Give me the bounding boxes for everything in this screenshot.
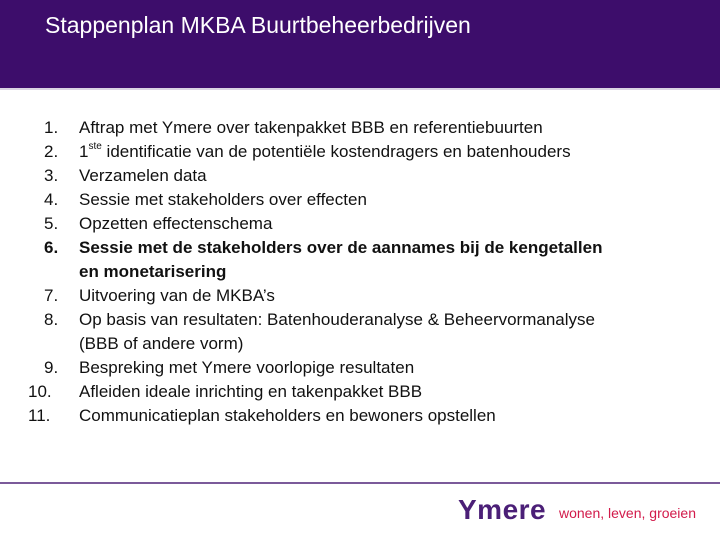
step-number: 3. <box>44 166 59 185</box>
step-text: Aftrap met Ymere over takenpakket BBB en referentiebuurten <box>79 118 543 137</box>
header-divider <box>0 88 720 90</box>
step-number: 10. <box>28 382 52 401</box>
step-text: Opzetten effectenschema <box>79 214 273 233</box>
list-item <box>28 164 708 188</box>
step-text-line1: Op basis van resultaten: Batenhouderanalyse & Beheervormanalyse <box>79 310 595 329</box>
footer-divider <box>0 482 720 484</box>
steps-list <box>28 116 708 428</box>
list-item <box>28 284 708 308</box>
step-number: 11. <box>28 406 51 425</box>
slide-title: Stappenplan MKBA Buurtbeheerbedrijven <box>45 12 471 38</box>
step-number: 1. <box>44 118 59 137</box>
list-item <box>28 308 708 356</box>
step-number: 8. <box>44 310 59 329</box>
list-item <box>28 212 708 236</box>
step-number: 4. <box>44 190 59 209</box>
step-number: 7. <box>44 286 59 305</box>
list-item <box>28 236 708 284</box>
step-text-line1: Sessie met de stakeholders over de aannames bij de kengetallen <box>79 238 603 257</box>
list-item <box>28 356 708 380</box>
step-text-prefix: 1 <box>79 142 89 161</box>
step-text: Uitvoering van de MKBA’s <box>79 286 275 305</box>
list-item <box>28 140 708 164</box>
step-text: Sessie met stakeholders over effecten <box>79 190 367 209</box>
step-text-superscript: ste <box>88 141 102 153</box>
step-text: Communicatieplan stakeholders en bewoners opstellen <box>79 406 496 425</box>
step-number: 6. <box>44 238 59 257</box>
list-item <box>28 116 708 140</box>
step-text: Bespreking met Ymere voorlopige resultaten <box>79 358 415 377</box>
list-item <box>28 380 708 404</box>
list-item <box>28 188 708 212</box>
ymere-logo: Ymere <box>458 494 547 525</box>
list-item <box>28 404 708 428</box>
step-text-line2: en monetarisering <box>79 262 227 281</box>
step-number: 9. <box>44 358 59 377</box>
step-text-line2: (BBB of andere vorm) <box>79 334 244 353</box>
step-text: Afleiden ideale inrichting en takenpakket BBB <box>79 382 423 401</box>
step-number: 2. <box>44 142 59 161</box>
step-text: identificatie van de potentiële kostendragers en batenhouders <box>101 142 571 161</box>
step-text: Verzamelen data <box>79 166 207 185</box>
slide-header <box>0 0 720 88</box>
step-number: 5. <box>44 214 59 233</box>
logo-tagline: wonen, leven, groeien <box>559 505 696 521</box>
